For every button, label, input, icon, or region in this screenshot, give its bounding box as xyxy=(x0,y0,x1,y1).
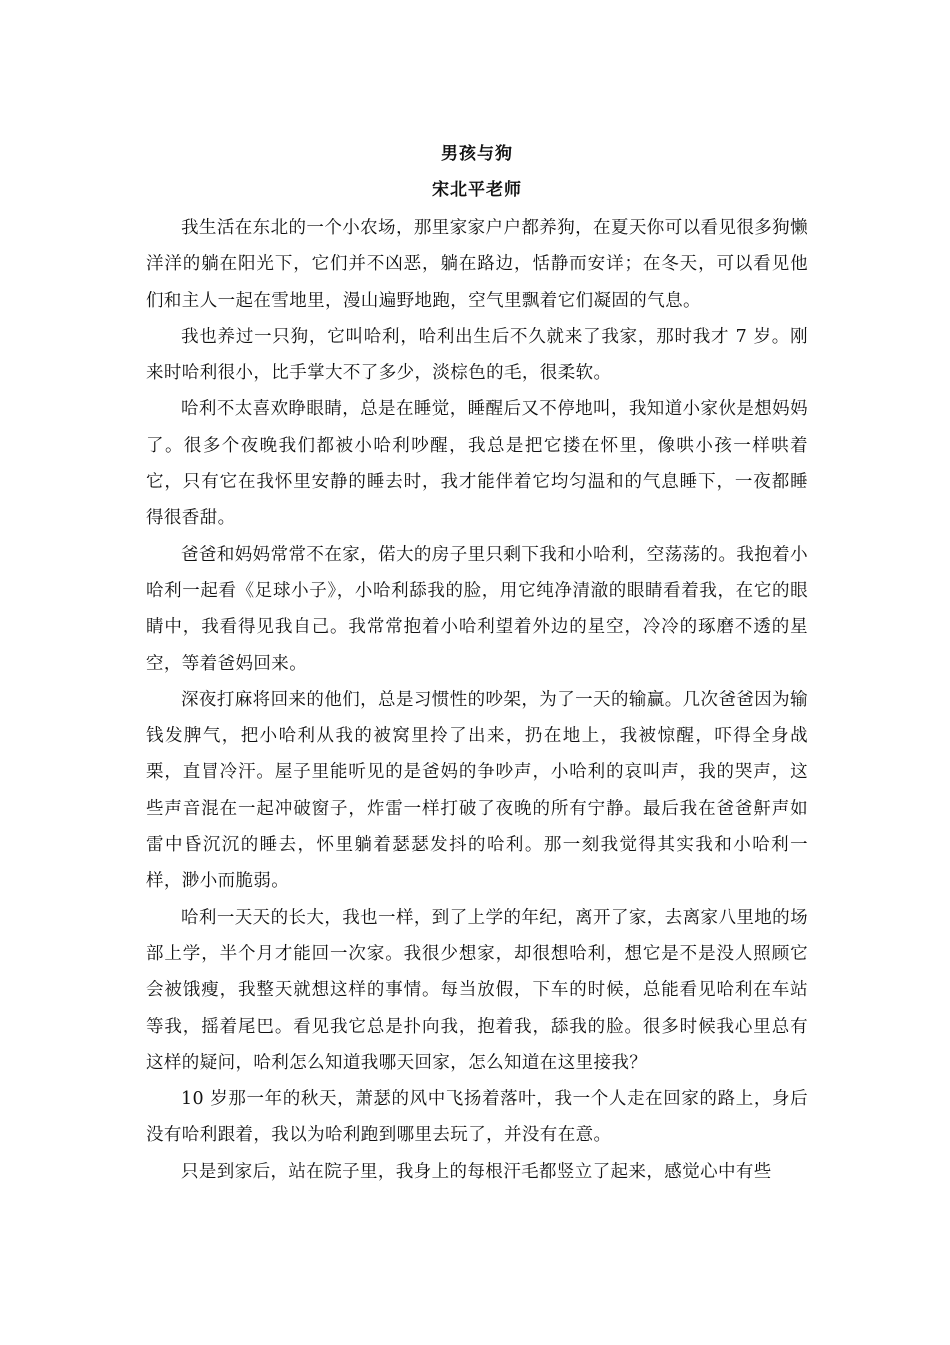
paragraph: 深夜打麻将回来的他们，总是习惯性的吵架，为了一天的输赢。几次爸爸因为输钱发脾气，把小哈利从我的被窝里拎了出来，扔在地上，我被惊醒，吓得全身战栗，直冒冷汗。屋子里能听见的是爸妈的争吵声，小哈利的哀叫声，我的哭声，这些声音混在一起冲破窗子，炸雷一样打破了夜晚的所有宁静。最后我在爸爸鼾声如雷中昏沉沉的睡去，怀里躺着瑟瑟发抖的哈利。那一刻我觉得其实我和小哈利一样，渺小而脆弱。 xyxy=(146,689,808,892)
paragraph: 我生活在东北的一个小农场，那里家家户户都养狗，在夏天你可以看见很多狗懒洋洋的躺在阳光下，它们并不凶恶，躺在路边，恬静而安详；在冬天，可以看见他们和主人一起在雪地里，漫山遍野地跑，空气里飘着它们凝固的气息。 xyxy=(146,218,808,311)
paragraph: 哈利不太喜欢睁眼睛，总是在睡觉，睡醒后又不停地叫，我知道小家伙是想妈妈了。很多个夜晚我们都被小哈利吵醒，我总是把它搂在怀里，像哄小孩一样哄着它，只有它在我怀里安静的睡去时，我才能伴着它均匀温和的气息睡下，一夜都睡得很香甜。 xyxy=(146,399,808,529)
paragraph: 我也养过一只狗，它叫哈利，哈利出生后不久就来了我家，那时我才 7 岁。刚来时哈利很小，比手掌大不了多少，淡棕色的毛，很柔软。 xyxy=(146,326,808,384)
document-content xyxy=(146,136,808,1190)
document-author: 宋北平老师 xyxy=(432,180,522,200)
paragraph: 10 岁那一年的秋天，萧瑟的风中飞扬着落叶，我一个人走在回家的路上，身后没有哈利跟着，我以为哈利跑到哪里去玩了，并没有在意。 xyxy=(146,1089,808,1146)
paragraph: 爸爸和妈妈常常不在家，偌大的房子里只剩下我和小哈利，空荡荡的。我抱着小哈利一起看《足球小子》，小哈利舔我的脸，用它纯净清澈的眼睛看着我，在它的眼睛中，我看得见我自己。我常常抱着小哈利望着外边的星空，冷冷的琢磨不透的星空，等着爸妈回来。 xyxy=(146,544,808,674)
document-title: 男孩与狗 xyxy=(441,144,513,164)
paragraph: 哈利一天天的长大，我也一样，到了上学的年纪，离开了家，去离家八里地的场部上学，半个月才能回一次家。我很少想家，却很想哈利，想它是不是没人照顾它会被饿瘦，我整天就想这样的事情。每当放假，下车的时候，总能看见哈利在车站等我，摇着尾巴。看见我它总是扑向我，抱着我，舔我的脸。很多时候我心里总有这样的疑问，哈利怎么知道我哪天回家，怎么知道在这里接我？ xyxy=(146,907,808,1073)
paragraph: 只是到家后，站在院子里，我身上的每根汗毛都竖立了起来，感觉心中有些 xyxy=(181,1161,772,1182)
